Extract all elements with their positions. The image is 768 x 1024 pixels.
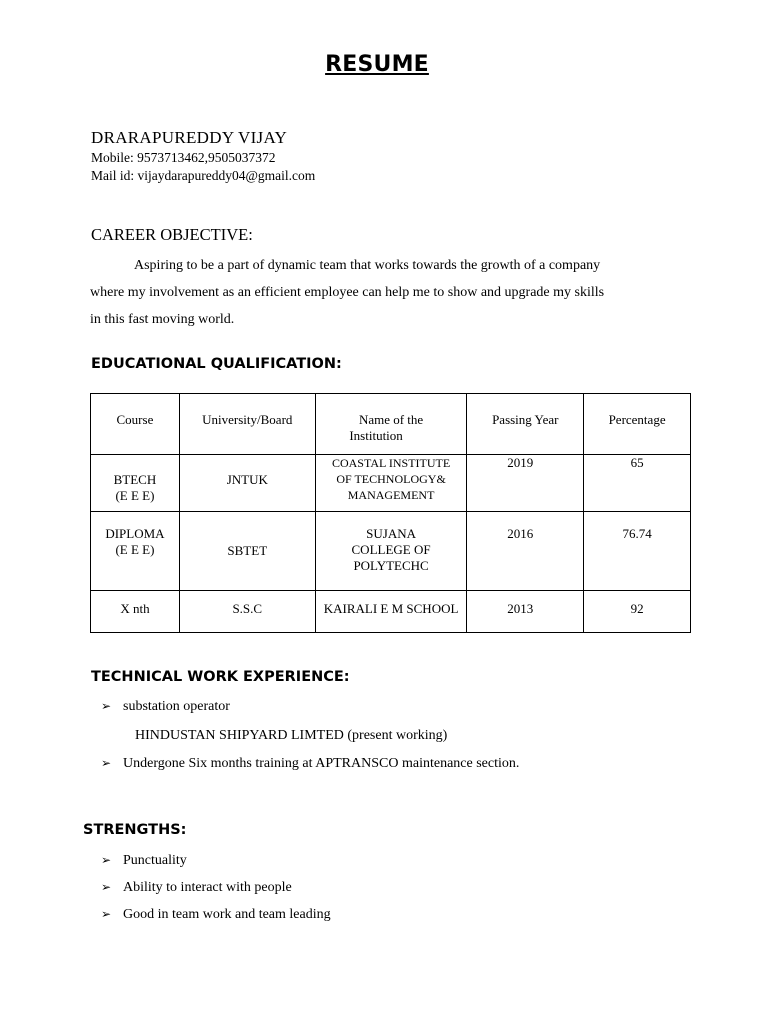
board-cell: SBTET [179, 512, 315, 591]
header-passing-year: Passing Year [467, 394, 584, 455]
list-item: ➢ Undergone Six months training at APTRANSCO maintenance section. [101, 756, 520, 771]
list-item: ➢ Ability to interact with people [101, 880, 292, 895]
mail-line: Mail id: vijaydarapureddy04@gmail.com [91, 168, 316, 183]
institution-cell: COASTAL INSTITUTE OF TECHNOLOGY& MANAGEMENT [315, 455, 467, 512]
percentage-cell: 65 [584, 455, 691, 512]
header-percentage: Percentage [584, 394, 691, 455]
resume-title: RESUME [325, 52, 429, 77]
arrow-bullet-icon: ➢ [101, 907, 112, 921]
arrow-bullet-icon: ➢ [101, 699, 112, 713]
mobile-line: Mobile: 9573713462,9505037372 [91, 150, 276, 165]
year-cell: 2013 [467, 591, 584, 633]
career-line-2: where my involvement as an efficient employee can help me to show and upgrade my skills [90, 285, 605, 300]
table-row [91, 455, 691, 512]
strengths-heading: STRENGTHS: [83, 822, 187, 838]
course-cell: X nth [91, 591, 180, 633]
table-row [91, 591, 691, 633]
year-cell: 2016 [467, 512, 584, 591]
header-institution: Name of the Institution [315, 394, 467, 455]
list-item: ➢ Punctuality [101, 853, 187, 868]
career-objective-text [90, 252, 690, 333]
candidate-name: DRARAPUREDDY VIJAY [91, 128, 288, 147]
institution-cell: SUJANA COLLEGE OF POLYTECHC [315, 512, 467, 591]
arrow-bullet-icon: ➢ [101, 880, 112, 894]
course-cell: DIPLOMA (E E E) [91, 512, 180, 591]
list-item: ➢ Good in team work and team leading [101, 907, 331, 922]
table-header-row [91, 394, 691, 455]
header-university: University/Board [179, 394, 315, 455]
career-line-1: Aspiring to be a part of dynamic team that works towards the growth of a company [134, 258, 601, 273]
board-cell: JNTUK [179, 455, 315, 512]
list-item: ➢ substation operator [101, 699, 230, 714]
employer-line: HINDUSTAN SHIPYARD LIMTED (present working) [135, 728, 448, 743]
year-cell: 2019 [467, 455, 584, 512]
career-line-3: in this fast moving world. [90, 312, 235, 327]
table-row [91, 512, 691, 591]
education-table [90, 393, 691, 633]
institution-cell: KAIRALI E M SCHOOL [315, 591, 467, 633]
education-heading: EDUCATIONAL QUALIFICATION: [91, 356, 342, 372]
arrow-bullet-icon: ➢ [101, 756, 112, 770]
percentage-cell: 76.74 [584, 512, 691, 591]
course-cell: BTECH (E E E) [91, 455, 180, 512]
header-course: Course [91, 394, 180, 455]
percentage-cell: 92 [584, 591, 691, 633]
arrow-bullet-icon: ➢ [101, 853, 112, 867]
experience-heading: TECHNICAL WORK EXPERIENCE: [91, 669, 350, 685]
board-cell: S.S.C [179, 591, 315, 633]
career-objective-heading: CAREER OBJECTIVE: [91, 225, 253, 244]
